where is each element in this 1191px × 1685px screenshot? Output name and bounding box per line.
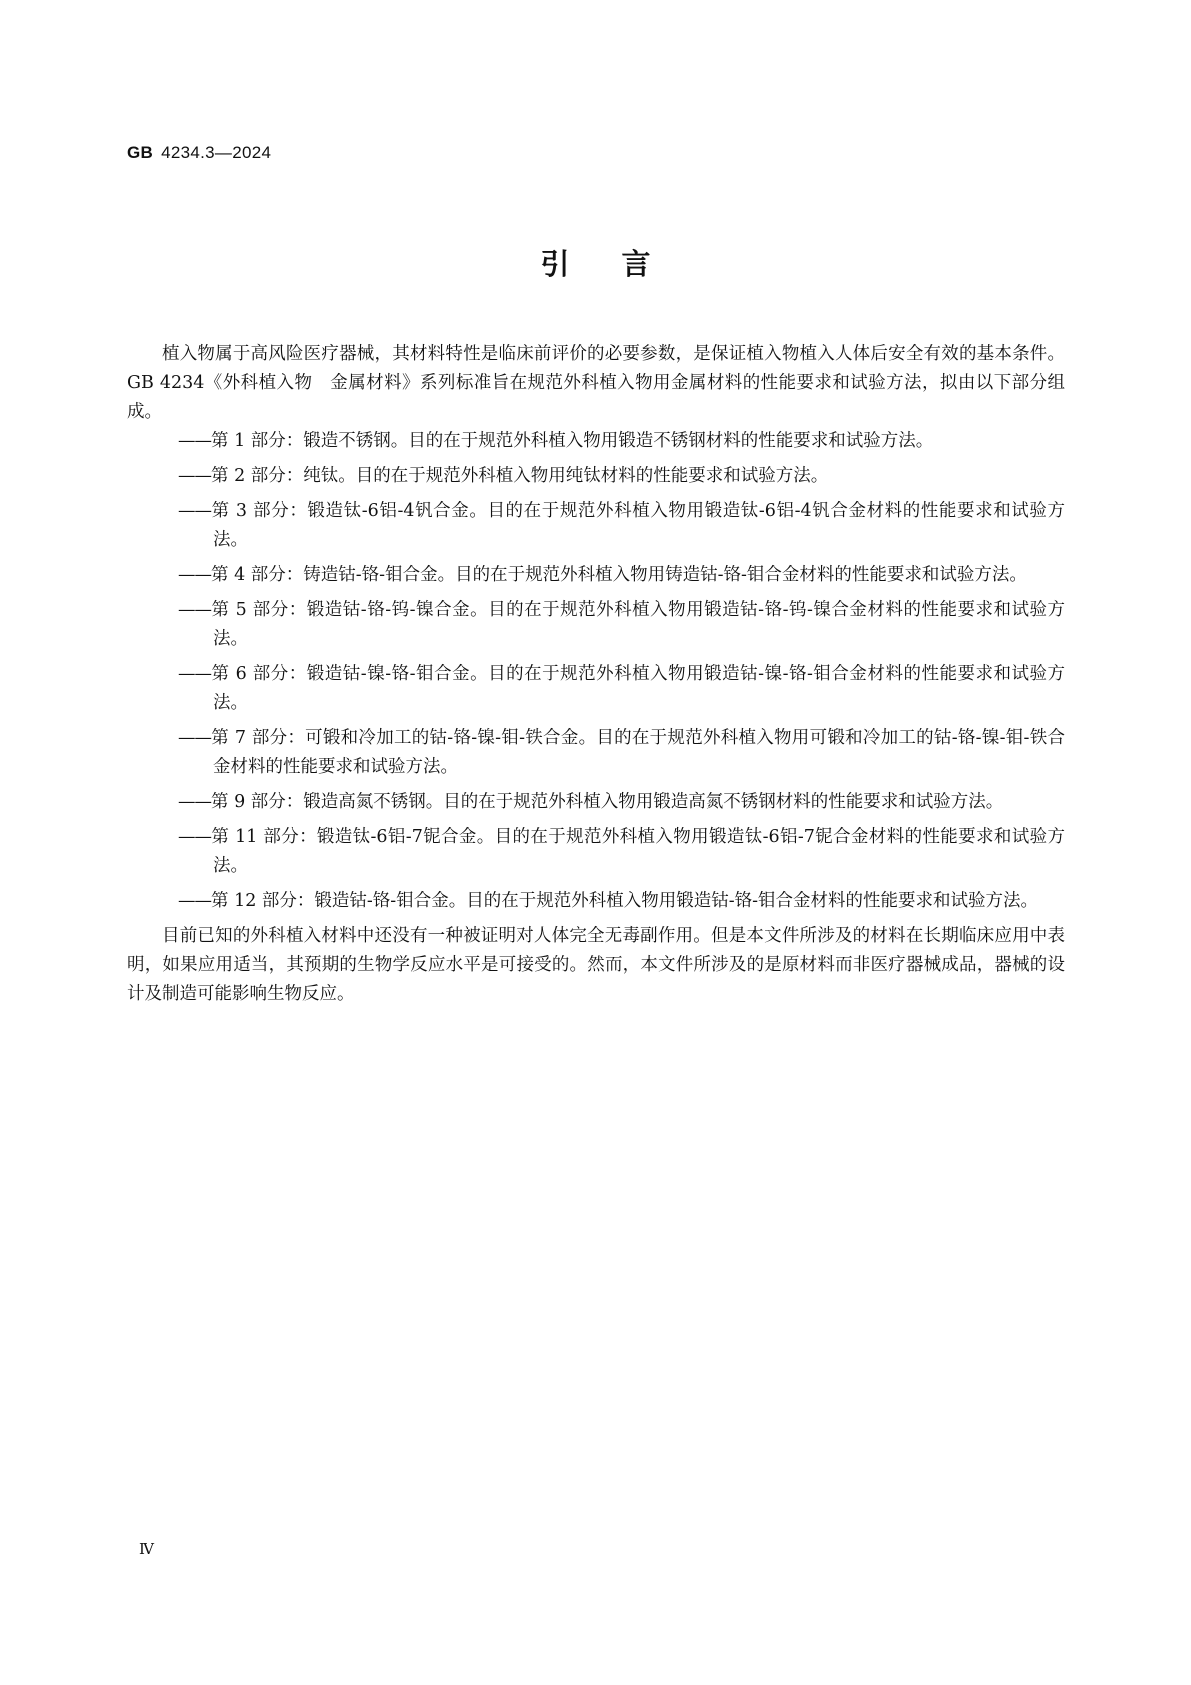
- standard-prefix: GB: [127, 143, 154, 162]
- list-item-text: 第 7 部分：可锻和冷加工的钴-铬-镍-钼-铁合金。目的在于规范外科植入物用可锻和冷加工的钴-铬-镍-钼-铁合金材料的性能要求和试验方法。: [211, 728, 1065, 777]
- list-item-text: 第 5 部分：锻造钴-铬-钨-镍合金。目的在于规范外科植入物用锻造钴-铬-钨-镍合金材料的性能要求和试验方法。: [211, 600, 1065, 649]
- list-item: [127, 596, 1065, 654]
- list-item-text: 第 4 部分：铸造钴-铬-钼合金。目的在于规范外科植入物用铸造钴-铬-钼合金材料的性能要求和试验方法。: [211, 565, 1027, 585]
- closing-paragraph: 目前已知的外科植入材料中还没有一种被证明对人体完全无毒副作用。但是本文件所涉及的材料在长期临床应用中表明，如果应用适当，其预期的生物学反应水平是可接受的。然而，本文件所涉及的是原材料而非医疗器械成品，器械的设计及制造可能影响生物反应。: [127, 926, 1065, 1004]
- list-item: [127, 660, 1065, 718]
- list-dash: ——: [178, 431, 211, 451]
- document-body: [127, 340, 1065, 1009]
- list-dash: ——: [178, 728, 211, 748]
- list-item: [127, 724, 1065, 782]
- list-item-text: 第 3 部分：锻造钛-6铝-4钒合金。目的在于规范外科植入物用锻造钛-6铝-4钒合金材料的性能要求和试验方法。: [211, 501, 1065, 550]
- list-dash: ——: [178, 792, 211, 812]
- list-dash: ——: [178, 600, 211, 620]
- list-dash: ——: [178, 565, 211, 585]
- list-item-text: 第 12 部分：锻造钴-铬-钼合金。目的在于规范外科植入物用锻造钴-铬-钼合金材料的性能要求和试验方法。: [211, 891, 1039, 911]
- list-dash: ——: [178, 501, 211, 521]
- page-number: Ⅳ: [139, 1540, 154, 1558]
- list-item: [127, 497, 1065, 555]
- list-item: [127, 427, 1065, 456]
- list-item-text: 第 11 部分：锻造钛-6铝-7铌合金。目的在于规范外科植入物用锻造钛-6铝-7铌合金材料的性能要求和试验方法。: [211, 827, 1065, 876]
- list-item-text: 第 2 部分：纯钛。目的在于规范外科植入物用纯钛材料的性能要求和试验方法。: [211, 466, 829, 486]
- list-item: [127, 561, 1065, 590]
- list-item: [127, 788, 1065, 817]
- list-item-text: 第 9 部分：锻造高氮不锈钢。目的在于规范外科植入物用锻造高氮不锈钢材料的性能要求和试验方法。: [211, 792, 1004, 812]
- list-dash: ——: [178, 466, 211, 486]
- list-item: [127, 462, 1065, 491]
- list-item-text: 第 6 部分：锻造钴-镍-铬-钼合金。目的在于规范外科植入物用锻造钴-镍-铬-钼合金材料的性能要求和试验方法。: [211, 664, 1065, 713]
- list-dash: ——: [178, 891, 211, 911]
- intro-paragraph: 植入物属于高风险医疗器械，其材料特性是临床前评价的必要参数，是保证植入物植入人体后安全有效的基本条件。GB 4234《外科植入物 金属材料》系列标准旨在规范外科植入物用金属材料的性能要求和试验方法，拟由以下部分组成。: [127, 344, 1065, 422]
- page-title: 引言: [540, 247, 703, 281]
- list-item-text: 第 1 部分：锻造不锈钢。目的在于规范外科植入物用锻造不锈钢材料的性能要求和试验方法。: [211, 431, 934, 451]
- list-item: [127, 887, 1065, 916]
- list-dash: ——: [178, 827, 211, 847]
- list-item: [127, 823, 1065, 881]
- standard-number: 4234.3—2024: [161, 143, 272, 162]
- list-dash: ——: [178, 664, 211, 684]
- parts-list: [127, 427, 1065, 916]
- document-header: [127, 143, 271, 163]
